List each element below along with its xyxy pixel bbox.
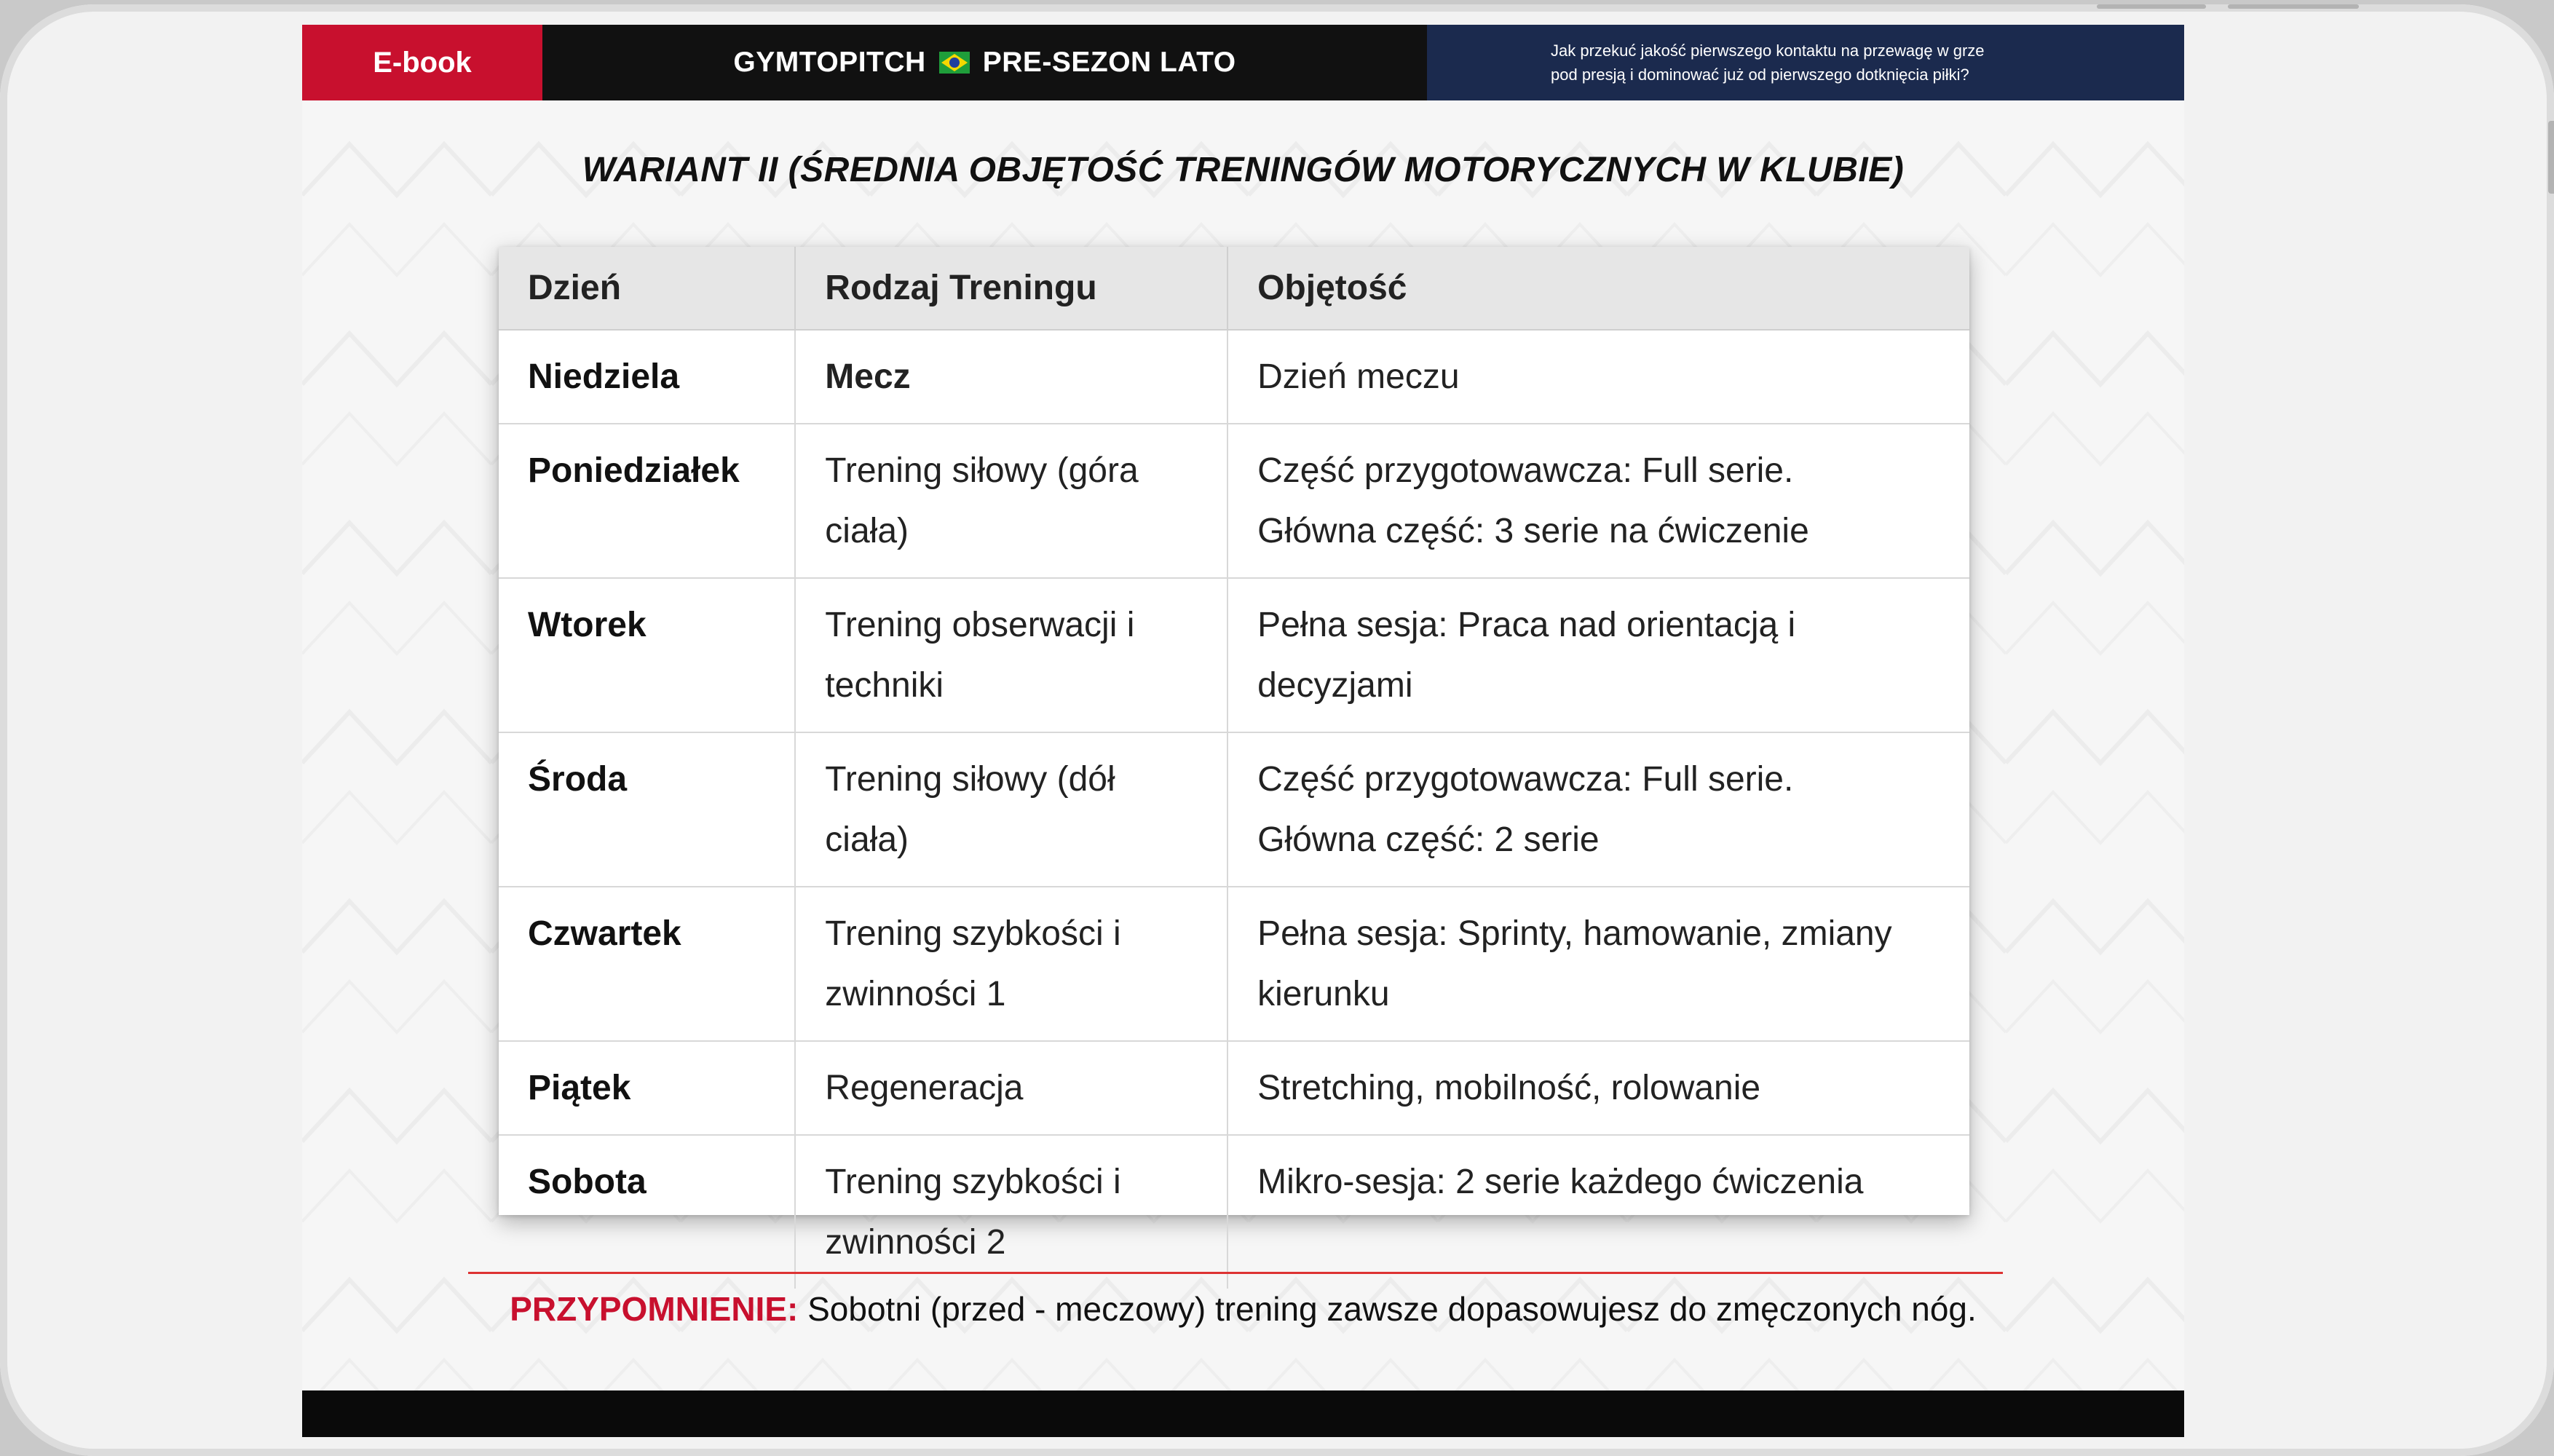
volume-cell (1227, 424, 1969, 578)
volume-line: Dzień meczu (1257, 357, 1460, 396)
type-line: zwinności 1 (825, 975, 1006, 1013)
type-line: Trening siłowy (góra (825, 451, 1139, 490)
volume-line: Część przygotowawcza: Full serie. (1257, 451, 1794, 490)
type-cell (795, 732, 1227, 887)
day-cell: Poniedziałek (499, 424, 795, 578)
volume-line: Część przygotowawcza: Full serie. (1257, 760, 1794, 799)
type-line: Mecz (825, 357, 911, 396)
page-footer-bar (302, 1390, 2184, 1437)
table-row (499, 424, 1969, 578)
device-button (2548, 121, 2554, 194)
type-line: ciała) (825, 820, 909, 859)
table-row (499, 1041, 1969, 1135)
volume-line: Pełna sesja: Sprinty, hamowanie, zmiany (1257, 914, 1892, 953)
day-cell: Sobota (499, 1135, 795, 1289)
volume-cell (1227, 732, 1969, 887)
brazil-flag-icon (939, 52, 970, 74)
type-line: Regeneracja (825, 1069, 1024, 1107)
day-cell: Czwartek (499, 887, 795, 1041)
page-header (302, 25, 2184, 100)
reminder-text: Sobotni (przed - meczowy) trening zawsze dopasowujesz do zmęczonych nóg. (807, 1290, 1977, 1328)
device-button (2097, 4, 2206, 9)
table-row (499, 1135, 1969, 1289)
type-line: Trening siłowy (dół (825, 760, 1115, 799)
header-title (542, 25, 1427, 100)
type-line: Trening szybkości i (825, 914, 1121, 953)
ebook-page (302, 25, 2184, 1437)
volume-line: Stretching, mobilność, rolowanie (1257, 1069, 1761, 1107)
column-header-day: Dzień (499, 247, 795, 330)
tagline-line: Jak przekuć jakość pierwszego kontaktu na przewagę w grze (1551, 41, 1985, 60)
volume-cell (1227, 1135, 1969, 1289)
tagline-line: pod presją i dominować już od pierwszego dotknięcia piłki? (1551, 66, 1969, 84)
day-cell: Środa (499, 732, 795, 887)
type-line: ciała) (825, 512, 909, 550)
type-cell (795, 1135, 1227, 1289)
reminder-label: PRZYPOMNIENIE: (510, 1290, 799, 1328)
type-cell (795, 1041, 1227, 1135)
type-line: Trening szybkości i (825, 1163, 1121, 1201)
type-cell (795, 578, 1227, 732)
volume-line: kierunku (1257, 975, 1390, 1013)
volume-cell (1227, 887, 1969, 1041)
type-cell (795, 887, 1227, 1041)
volume-line: Główna część: 3 serie na ćwiczenie (1257, 512, 1809, 550)
volume-line: Mikro-sesja: 2 serie każdego ćwiczenia (1257, 1163, 1864, 1201)
table-row (499, 578, 1969, 732)
volume-line: Główna część: 2 serie (1257, 820, 1600, 859)
table-row (499, 732, 1969, 887)
reminder-note (302, 1289, 2184, 1329)
day-cell: Wtorek (499, 578, 795, 732)
day-cell: Piątek (499, 1041, 795, 1135)
type-line: zwinności 2 (825, 1223, 1006, 1262)
table-header-row (499, 247, 1969, 330)
device-button (2228, 4, 2359, 9)
column-header-type: Rodzaj Treningu (795, 247, 1227, 330)
brand-name: GYMTOPITCH (733, 47, 926, 78)
type-line: techniki (825, 666, 944, 705)
column-header-volume: Objętość (1227, 247, 1969, 330)
header-tagline (1427, 25, 2184, 100)
volume-cell (1227, 578, 1969, 732)
day-cell: Niedziela (499, 330, 795, 424)
season-name: PRE-SEZON LATO (982, 47, 1236, 78)
volume-line: decyzjami (1257, 666, 1413, 705)
volume-cell (1227, 1041, 1969, 1135)
ebook-badge: E-book (302, 25, 542, 100)
section-heading: WARIANT II (ŚREDNIA OBJĘTOŚĆ TRENINGÓW MOTORYCZNYCH W KLUBIE) (582, 151, 1905, 189)
table-row (499, 887, 1969, 1041)
table-row (499, 330, 1969, 424)
type-cell (795, 424, 1227, 578)
training-table (499, 247, 1969, 1262)
volume-line: Pełna sesja: Praca nad orientacją i (1257, 606, 1796, 644)
divider (468, 1272, 2003, 1274)
type-line: Trening obserwacji i (825, 606, 1135, 644)
volume-cell (1227, 330, 1969, 424)
type-cell (795, 330, 1227, 424)
